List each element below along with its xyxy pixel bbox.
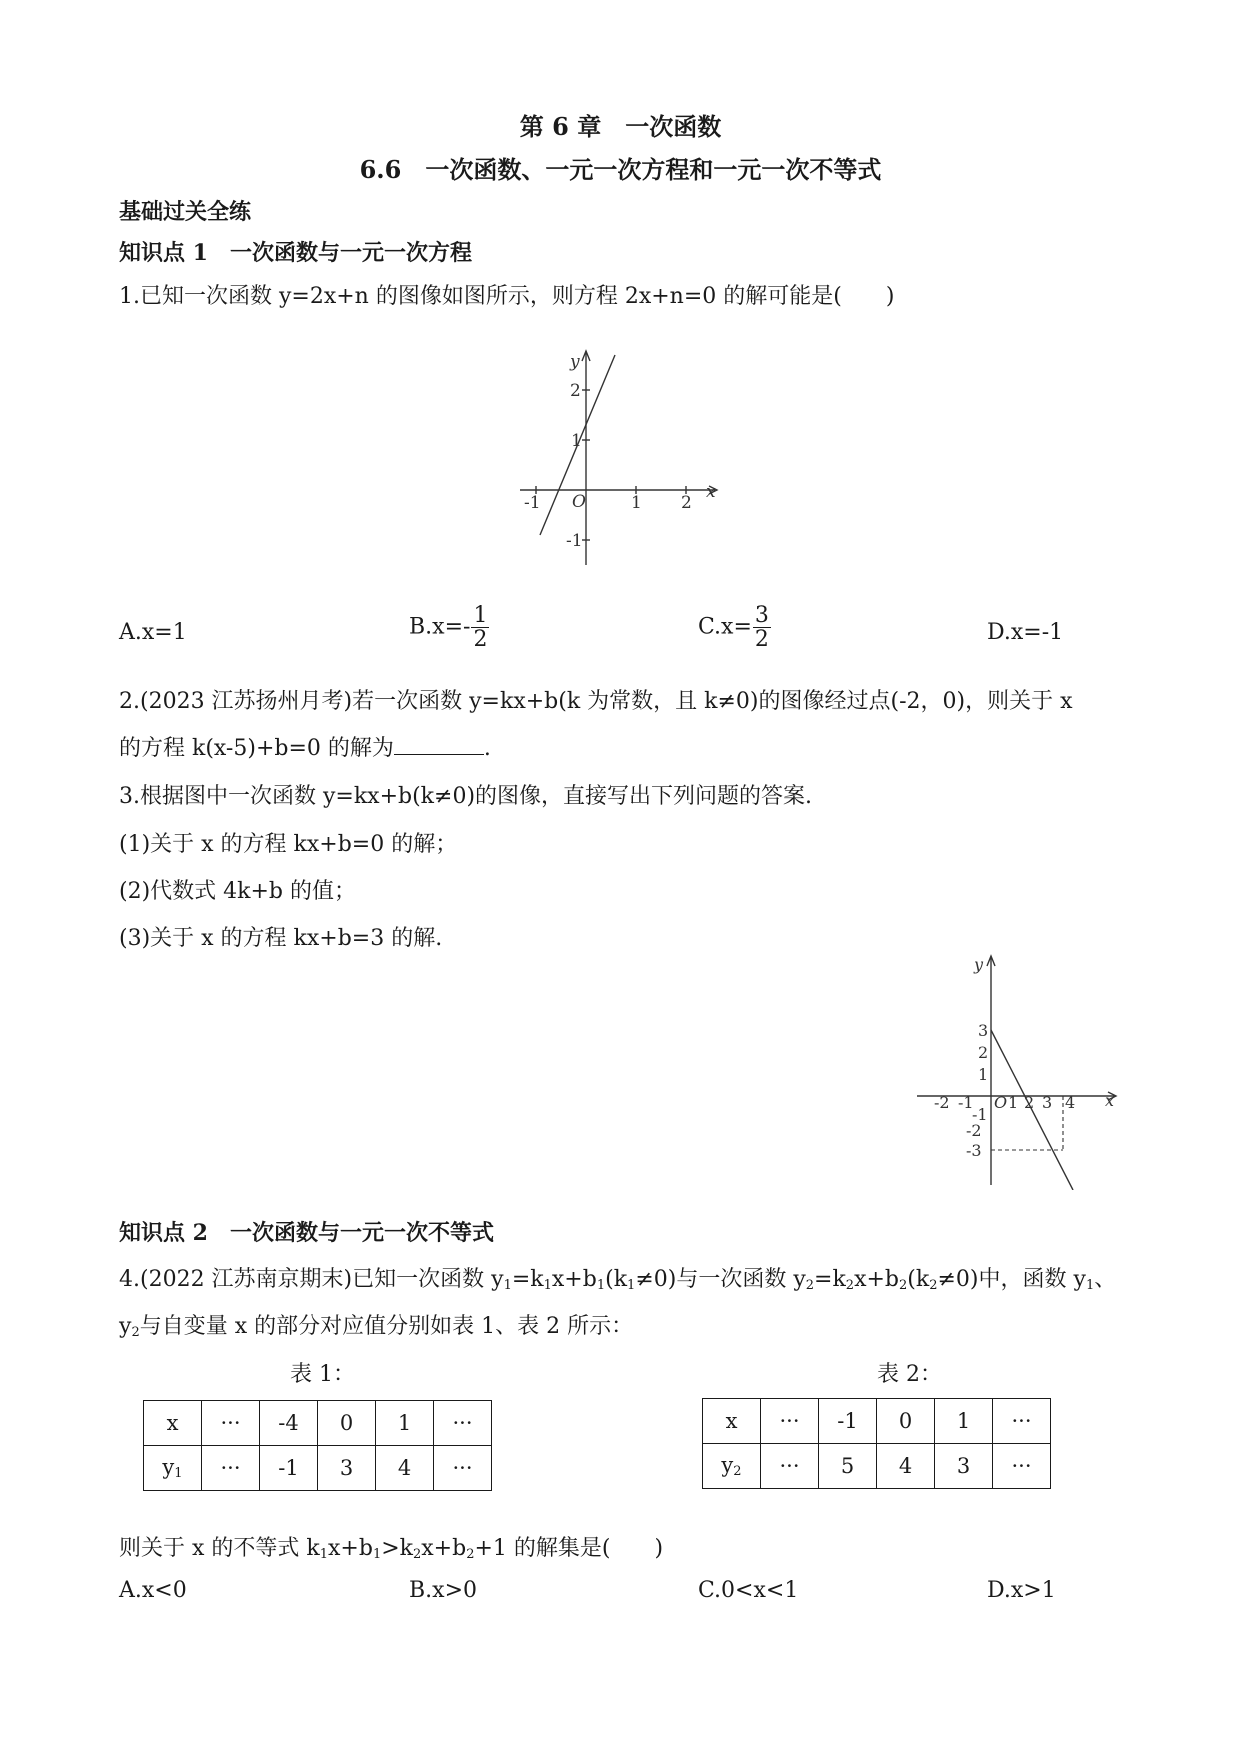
question-1-graph — [510, 345, 730, 570]
question-4-line-2: $y_2$与自变量 x 的部分对应值分别如表 1、表 2 所示： — [119, 1314, 634, 1340]
y-tick-neg-3: -3 — [966, 1141, 982, 1160]
table-row: $y_1$ ··· -1 3 4 ··· — [144, 1446, 492, 1491]
q4-option-c: C.0<x<1 — [698, 1578, 799, 1603]
answer-blank — [394, 736, 484, 755]
question-1-text: 1.已知一次函数 y=2x+n 的图像如图所示，则方程 2x+n=0 的解可能是( ) — [119, 284, 895, 309]
x-tick-3: 3 — [1042, 1093, 1053, 1112]
question-3-intro: 3.根据图中一次函数 y=kx+b(k≠0)的图像，直接写出下列问题的答案. — [119, 784, 813, 809]
q1-option-a: A.x=1 — [119, 620, 187, 645]
y-tick-3: 3 — [978, 1021, 989, 1040]
x-tick-neg-2: -2 — [934, 1093, 950, 1112]
table-1 — [143, 1400, 492, 1491]
q1-option-d: D.x=-1 — [987, 620, 1064, 645]
x-tick-4: 4 — [1065, 1093, 1076, 1112]
question-3-part-1: (1)关于 x 的方程 kx+b=0 的解； — [119, 832, 458, 857]
q4-option-b: B.x>0 — [409, 1578, 477, 1603]
y-tick-neg-2: -2 — [966, 1121, 982, 1140]
question-4-line-1: 4.(2022 江苏南京期末)已知一次函数 $y_1=k_1x+b_1(k_1\ne 0)$与一次函数 $y_2=k_2x+b_2(k_2\ne 0)$中，函数 $y_1$、 — [119, 1267, 1117, 1293]
question-2-line-2: 的方程 k(x-5)+b=0 的解为 . — [119, 736, 491, 761]
x-tick-neg-1: -1 — [524, 493, 541, 513]
q1-option-b: B.x=- $\frac{1}{2}$ — [409, 603, 488, 653]
table-2 — [702, 1398, 1051, 1489]
y-tick-1: 1 — [978, 1065, 989, 1084]
table-row: x ··· -1 0 1 ··· — [703, 1399, 1051, 1444]
x-axis-label: x — [706, 482, 716, 502]
x-tick-2: 2 — [681, 493, 692, 513]
table-row: $y_2$ ··· 5 4 3 ··· — [703, 1444, 1051, 1489]
x-tick-1: 1 — [1008, 1093, 1019, 1112]
x-tick-2: 2 — [1024, 1093, 1035, 1112]
q4-option-d: D.x>1 — [987, 1578, 1056, 1603]
practice-heading: 基础过关全练 — [119, 199, 252, 225]
table-1-caption: 表 1： — [290, 1362, 355, 1387]
question-2-line-1: 2.(2023 江苏扬州月考)若一次函数 y=kx+b(k 为常数，且 k≠0)的图像经过点(-2，0)，则关于 x — [119, 689, 1073, 714]
y-tick-neg-1: -1 — [972, 1105, 988, 1124]
x-tick-neg-1: -1 — [958, 1093, 974, 1112]
q4-option-a: A.x<0 — [119, 1578, 187, 1603]
question-3-part-2: (2)代数式 4k+b 的值； — [119, 879, 356, 904]
y-tick-1: 1 — [571, 431, 582, 451]
table-2-caption: 表 2： — [877, 1362, 942, 1387]
knowledge-point-2-heading: 知识点 2 一次函数与一元一次不等式 — [119, 1220, 494, 1246]
knowledge-point-1-heading: 知识点 1 一次函数与一元一次方程 — [119, 240, 472, 266]
origin-label: O — [994, 1093, 1008, 1112]
q1-option-c: C.x= $\frac{3}{2}$ — [698, 603, 769, 653]
y-tick-neg-1: -1 — [566, 531, 583, 551]
chapter-title: 第 6 章 一次函数 — [519, 112, 722, 141]
y-axis-label: y — [570, 352, 580, 372]
x-tick-1: 1 — [631, 493, 642, 513]
table-row: x ··· -4 0 1 ··· — [144, 1401, 492, 1446]
y-tick-2: 2 — [570, 381, 581, 401]
y-axis-label: y — [974, 955, 984, 974]
origin-label: O — [572, 492, 586, 512]
question-4-ask: 则关于 x 的不等式 $k_1x+b_1>k_2x+b_2+1$ 的解集是( ) — [119, 1536, 664, 1562]
question-3-graph — [912, 950, 1122, 1190]
question-3-part-3: (3)关于 x 的方程 kx+b=3 的解. — [119, 926, 443, 951]
section-title: 6.6 一次函数、一元一次方程和一元一次不等式 — [359, 155, 882, 184]
x-axis-label: x — [1105, 1091, 1115, 1110]
y-tick-2: 2 — [978, 1043, 989, 1062]
